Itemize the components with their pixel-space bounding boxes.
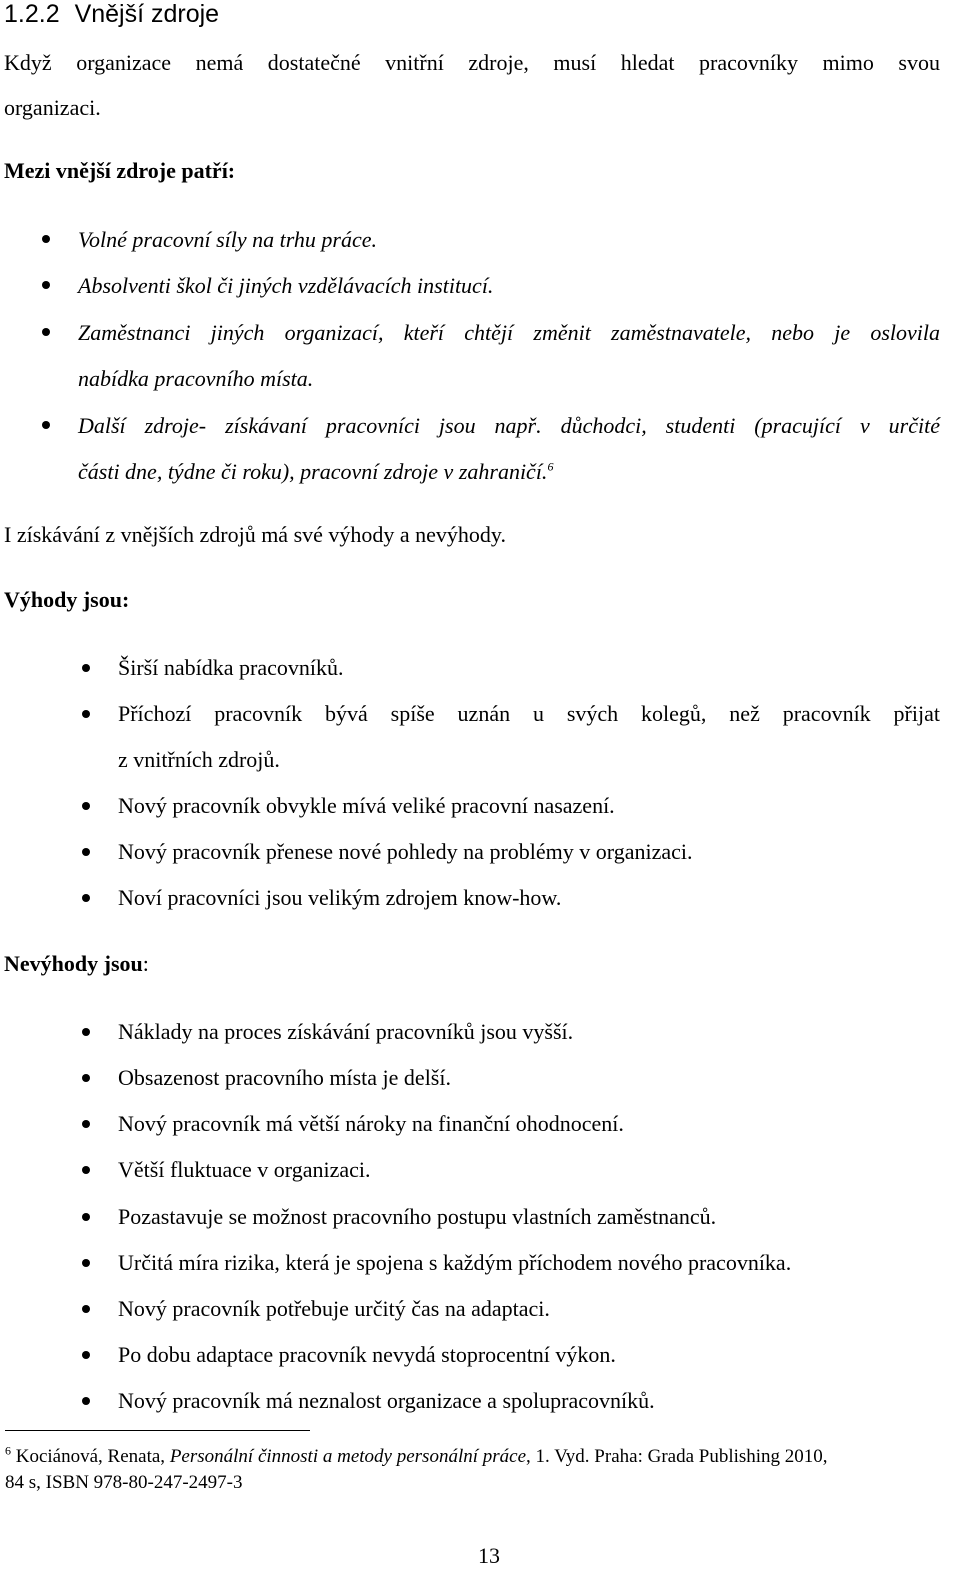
bullet: [82, 1166, 90, 1174]
footnote-ref: 6: [547, 459, 554, 474]
bullet: [82, 664, 90, 672]
bullet: [82, 710, 90, 718]
disadvantages-heading-colon: :: [142, 951, 149, 976]
bullet: [82, 1028, 90, 1036]
disadvantages-item-5: Pozastavuje se možnost pracovního postupu vlastních zaměstnanců.: [118, 1204, 717, 1229]
bullet: [82, 1259, 90, 1267]
intro-line-2: organizaci.: [4, 95, 101, 120]
sources-item-3-line-1: Zaměstnanci jiných organizací, kteří chtějí změnit zaměstnavatele, nebo je oslovila: [78, 320, 940, 345]
sources-item-2: Absolventi škol či jiných vzdělávacích institucí.: [78, 273, 494, 298]
disadvantages-item-8: Po dobu adaptace pracovník nevydá stoprocentní výkon.: [118, 1342, 616, 1367]
advantages-item-2-line-2: z vnitřních zdrojů.: [118, 747, 280, 772]
footnote-publication: , 1. Vyd. Praha: Grada Publishing 2010,: [526, 1446, 828, 1467]
sources-item-4-text: části dne, týdne či roku), pracovní zdroje v zahraničí.: [78, 459, 548, 484]
bullet: [42, 281, 50, 289]
advantages-item-5: Noví pracovníci jsou velikým zdrojem know-how.: [118, 885, 562, 910]
disadvantages-item-2: Obsazenost pracovního místa je delší.: [118, 1065, 451, 1090]
disadvantages-item-9: Nový pracovník má neznalost organizace a spolupracovníků.: [118, 1388, 655, 1413]
bullet: [42, 328, 50, 336]
bullet: [42, 421, 50, 429]
section-title: Vnější zdroje: [74, 0, 220, 28]
bullet: [82, 1305, 90, 1313]
advantages-item-1: Širší nabídka pracovníků.: [118, 655, 344, 680]
intro-line-1: Když organizace nemá dostatečné vnitřní zdroje, musí hledat pracovníky mimo svou: [4, 50, 940, 75]
disadvantages-item-3: Nový pracovník má větší nároky na finanční ohodnocení.: [118, 1111, 624, 1136]
advantages-item-3: Nový pracovník obvykle mívá veliké pracovní nasazení.: [118, 793, 615, 818]
advantages-item-4: Nový pracovník přenese nové pohledy na problémy v organizaci.: [118, 839, 693, 864]
footnote-title: Personální činnosti a metody personální práce: [169, 1446, 527, 1467]
bullet: [42, 235, 50, 243]
bullet: [82, 1397, 90, 1405]
summary-text: I získávání z vnějších zdrojů má své výhody a nevýhody.: [4, 522, 506, 547]
advantages-item-2-line-1: Příchozí pracovník bývá spíše uznán u svých kolegů, než pracovník přijat: [118, 701, 940, 726]
sources-item-4-line-1: Další zdroje- získávaní pracovníci jsou např. důchodci, studenti (pracující v určité: [78, 413, 940, 438]
sources-item-4-line-2: [78, 459, 553, 485]
sources-item-1: Volné pracovní síly na trhu práce.: [78, 227, 377, 252]
bullet: [82, 1074, 90, 1082]
bullet: [82, 1351, 90, 1359]
disadvantages-heading: [4, 951, 149, 977]
disadvantages-item-1: Náklady na proces získávání pracovníků jsou vyšší.: [118, 1019, 574, 1044]
footnote-line-2: 84 s, ISBN 978-80-247-2497-3: [5, 1472, 243, 1493]
bullet: [82, 802, 90, 810]
section-heading: [4, 0, 219, 29]
sources-item-3-line-2: nabídka pracovního místa.: [78, 366, 314, 391]
footnote-author: Kociánová, Renata,: [15, 1446, 166, 1467]
footnote-number: 6: [5, 1443, 11, 1458]
disadvantages-heading-text: Nevýhody jsou: [4, 951, 143, 976]
page-number: 13: [478, 1543, 500, 1568]
sources-heading: Mezi vnější zdroje patří:: [4, 158, 236, 183]
footnote-line-1: [5, 1443, 828, 1468]
bullet: [82, 1120, 90, 1128]
disadvantages-item-6: Určitá míra rizika, která je spojena s každým příchodem nového pracovníka.: [118, 1250, 792, 1275]
disadvantages-item-4: Větší fluktuace v organizaci.: [118, 1157, 371, 1182]
advantages-heading: Výhody jsou:: [4, 587, 130, 612]
bullet: [82, 894, 90, 902]
disadvantages-item-7: Nový pracovník potřebuje určitý čas na adaptaci.: [118, 1296, 550, 1321]
bullet: [82, 1213, 90, 1221]
section-number: 1.2.2: [4, 0, 60, 28]
footnote-rule: [5, 1430, 310, 1431]
bullet: [82, 848, 90, 856]
